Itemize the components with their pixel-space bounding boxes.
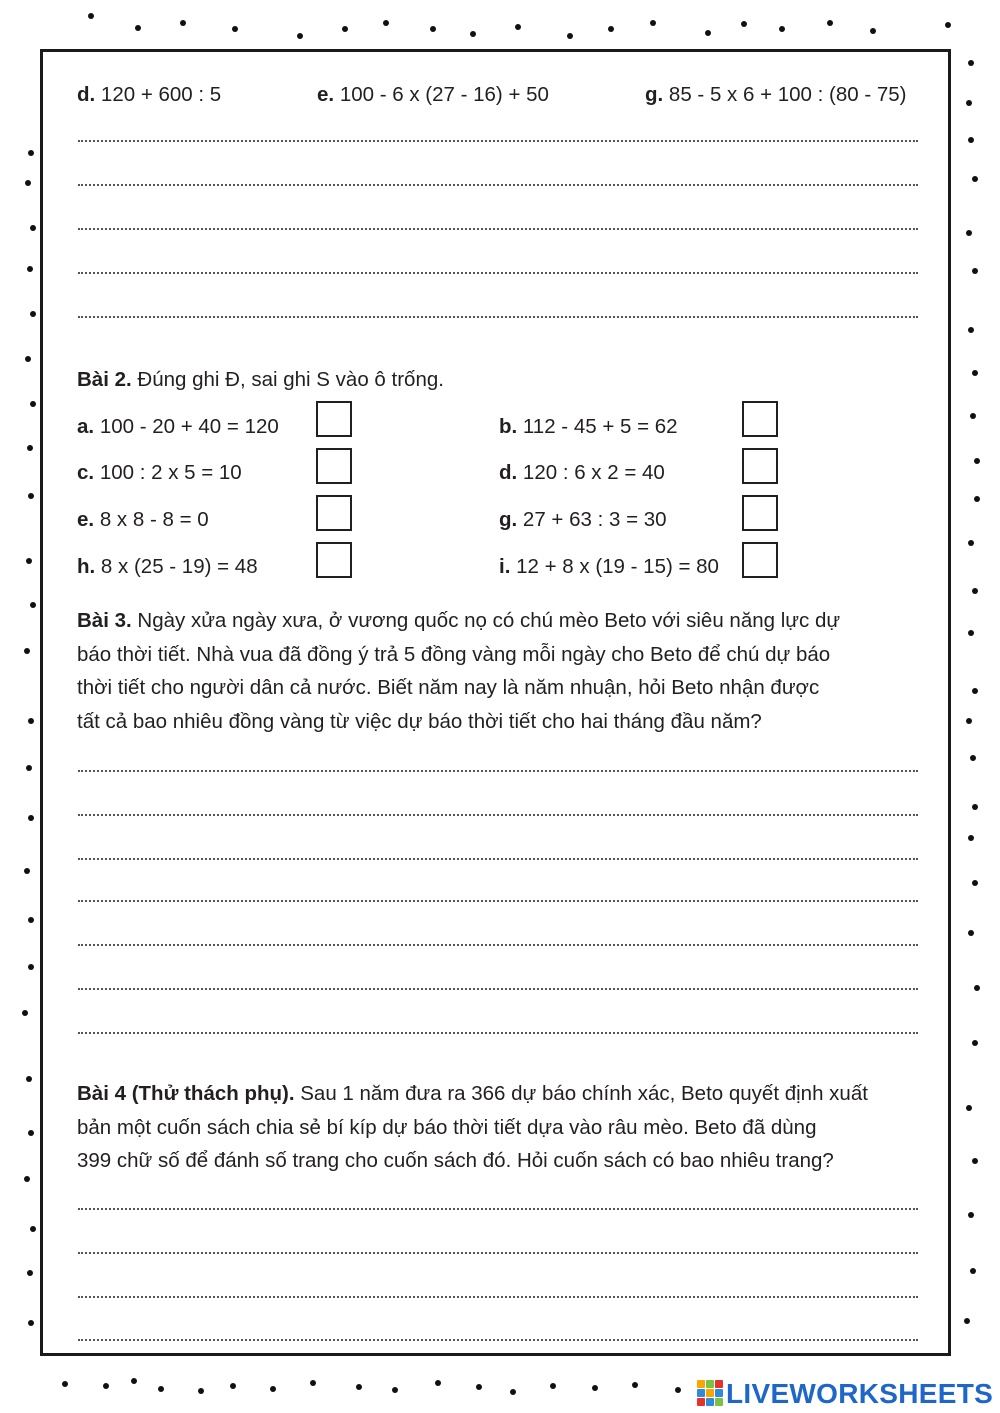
answer-line[interactable] <box>78 858 918 860</box>
answer-line[interactable] <box>78 272 918 274</box>
answer-box-g[interactable] <box>742 495 778 531</box>
bai3-title: Bài 3. <box>77 609 132 632</box>
item-expression: 85 - 5 x 6 + 100 : (80 - 75) <box>668 83 907 106</box>
item-label: e. <box>317 83 335 106</box>
answer-line[interactable] <box>78 1252 918 1254</box>
item-expression: 8 x (25 - 19) = 48 <box>100 555 258 578</box>
answer-line[interactable] <box>78 140 918 142</box>
bai3-text: Ngày xửa ngày xưa, ở vương quốc nọ có chú mèo Beto với siêu năng lực dự <box>131 609 841 632</box>
answer-box-h[interactable] <box>316 542 352 578</box>
item-expression: 100 - 20 + 40 = 120 <box>99 415 279 438</box>
bai4-text: Sau 1 năm đưa ra 366 dự báo chính xác, Beto quyết định xuất <box>294 1082 868 1105</box>
bai3-line-1 <box>77 604 925 638</box>
item-label: i. <box>499 555 511 578</box>
bai2-item-h <box>77 555 258 579</box>
answer-line[interactable] <box>78 316 918 318</box>
bai2-item-b <box>499 415 678 439</box>
item-label: h. <box>77 555 96 578</box>
bai2-item-i <box>499 555 719 579</box>
bai2-item-a <box>77 415 279 439</box>
bai2-heading <box>77 368 444 392</box>
answer-line[interactable] <box>78 1296 918 1298</box>
bai3-line-2: báo thời tiết. Nhà vua đã đồng ý trả 5 đồng vàng mỗi ngày cho Beto để chú dự báo <box>77 642 831 666</box>
answer-box-a[interactable] <box>316 401 352 437</box>
item-label: d. <box>77 83 96 106</box>
bai2-item-g <box>499 508 667 532</box>
item-expression: 27 + 63 : 3 = 30 <box>522 508 667 531</box>
answer-line[interactable] <box>78 1339 918 1341</box>
answer-box-d[interactable] <box>742 448 778 484</box>
answer-line[interactable] <box>78 988 918 990</box>
bai4-line-3: 399 chữ số để đánh số trang cho cuốn sách đó. Hỏi cuốn sách có bao nhiêu trang? <box>77 1149 834 1172</box>
bai3-line-3: thời tiết cho người dân cả nước. Biết năm nay là năm nhuận, hỏi Beto nhận được <box>77 676 820 699</box>
answer-box-b[interactable] <box>742 401 778 437</box>
expression-e <box>317 83 549 107</box>
expression-g <box>645 83 907 107</box>
item-expression: 112 - 45 + 5 = 62 <box>522 415 678 438</box>
answer-line[interactable] <box>78 814 918 816</box>
bai3-line-4: tất cả bao nhiêu đồng vàng từ việc dự báo thời tiết cho hai tháng đầu năm? <box>77 709 762 733</box>
item-expression: 8 x 8 - 8 = 0 <box>99 508 209 531</box>
item-label: c. <box>77 461 95 484</box>
answer-line[interactable] <box>78 184 918 186</box>
item-label: d. <box>499 461 518 484</box>
item-expression: 12 + 8 x (19 - 15) = 80 <box>516 555 719 578</box>
bai2-title: Bài 2. <box>77 368 132 391</box>
brand-name: LIVEWORKSHEETS <box>726 1378 994 1409</box>
answer-box-i[interactable] <box>742 542 778 578</box>
item-label: g. <box>645 83 664 106</box>
answer-line[interactable] <box>78 900 918 902</box>
answer-line[interactable] <box>78 228 918 230</box>
item-label: e. <box>77 508 95 531</box>
expression-d <box>77 83 221 107</box>
answer-box-e[interactable] <box>316 495 352 531</box>
answer-line[interactable] <box>78 770 918 772</box>
item-expression: 100 : 2 x 5 = 10 <box>99 461 242 484</box>
item-expression: 120 + 600 : 5 <box>100 83 222 106</box>
bai2-instruction: Đúng ghi Đ, sai ghi S vào ô trống. <box>131 368 444 391</box>
bai4-title: Bài 4 (Thử thách phụ). <box>77 1082 295 1105</box>
liveworksheets-logo-icon <box>697 1380 723 1408</box>
answer-line[interactable] <box>78 1208 918 1210</box>
bai3-problem <box>77 604 925 738</box>
liveworksheets-logo[interactable] <box>697 1378 993 1410</box>
bai4-problem <box>77 1077 925 1178</box>
item-label: b. <box>499 415 518 438</box>
answer-line[interactable] <box>78 944 918 946</box>
bai2-item-c <box>77 461 242 485</box>
bai4-line-2: bản một cuốn sách chia sẻ bí kíp dự báo thời tiết dựa vào râu mèo. Beto đã dùng <box>77 1115 817 1139</box>
answer-box-c[interactable] <box>316 448 352 484</box>
item-expression: 100 - 6 x (27 - 16) + 50 <box>339 83 549 106</box>
item-label: g. <box>499 508 518 531</box>
item-label: a. <box>77 415 95 438</box>
bai4-line-1 <box>77 1077 925 1111</box>
bai2-item-e <box>77 508 209 532</box>
item-expression: 120 : 6 x 2 = 40 <box>522 461 665 484</box>
answer-line[interactable] <box>78 1032 918 1034</box>
bai2-item-d <box>499 461 665 485</box>
